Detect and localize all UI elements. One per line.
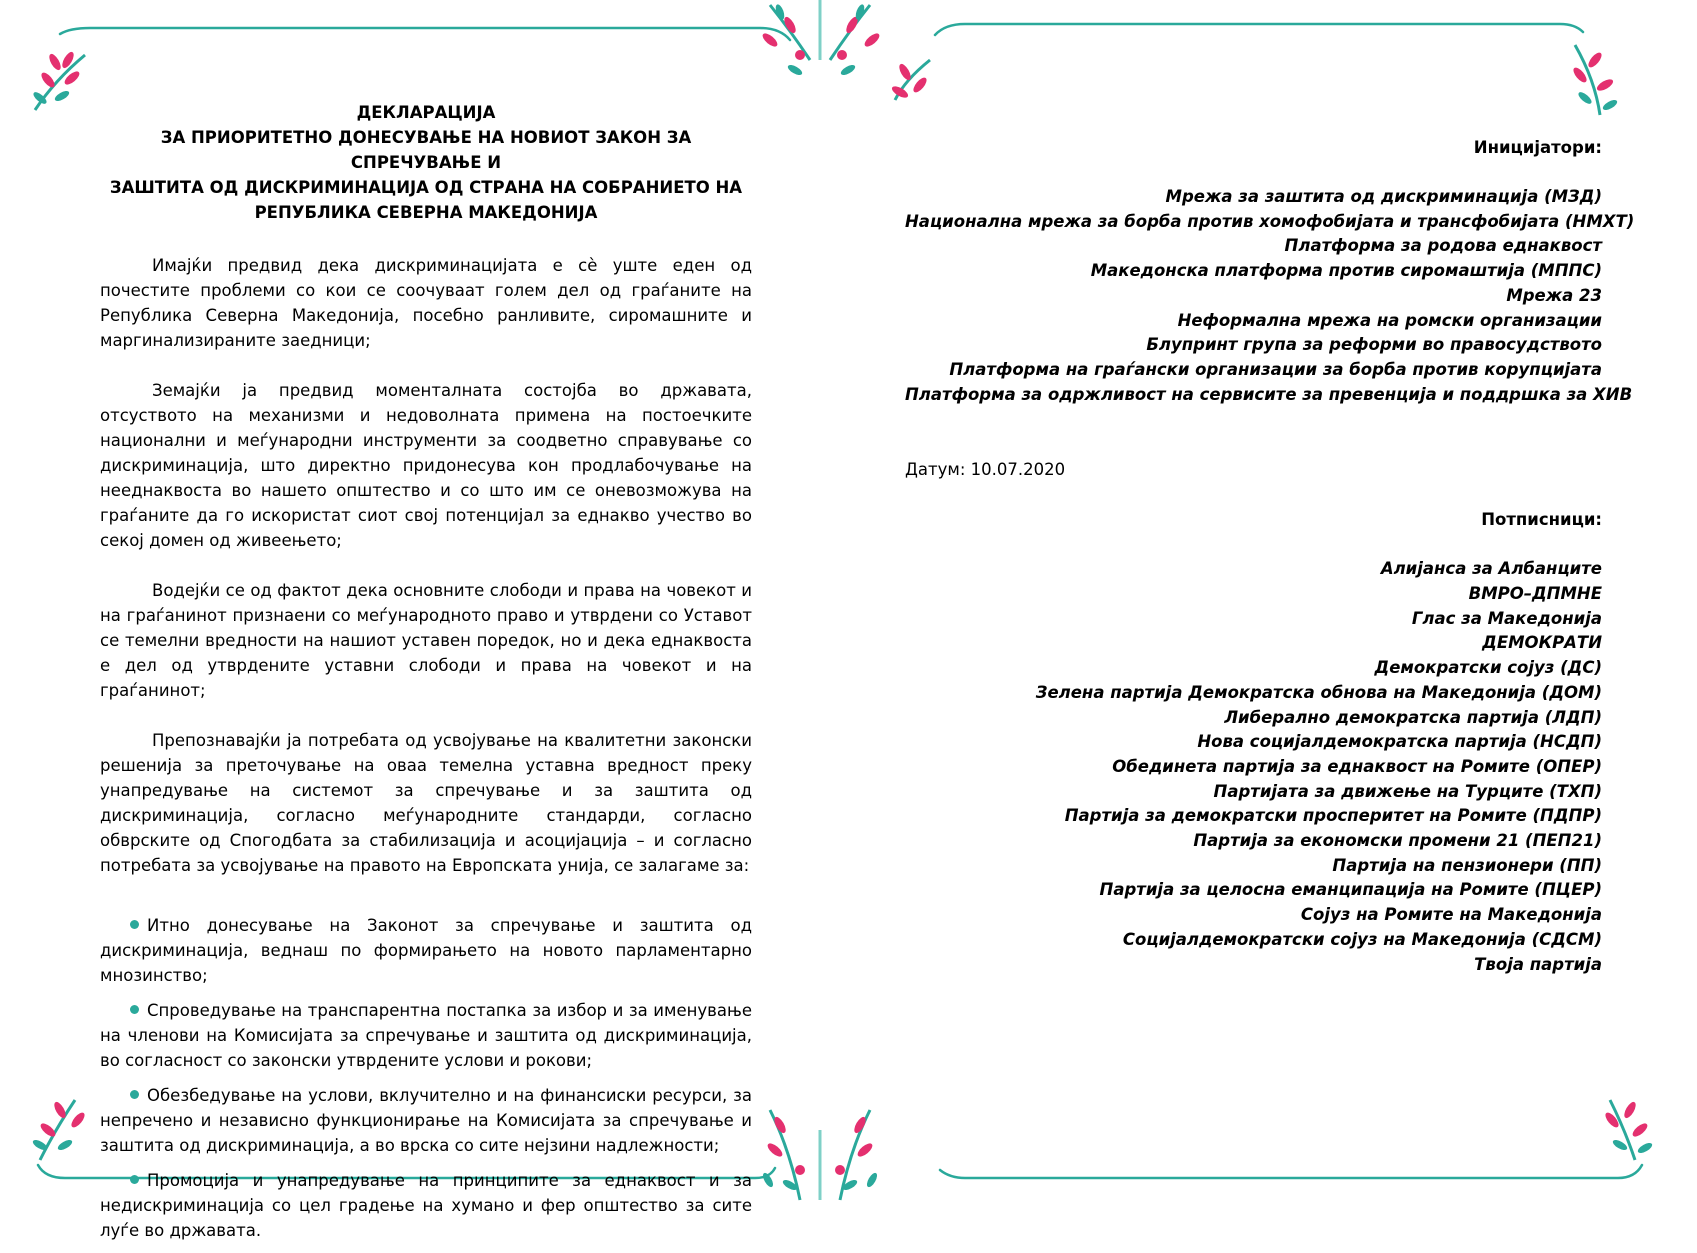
paragraph: Имајќи предвид дека дискриминацијата е сè уште еден од почестите проблеми со кои се соочуваат голем дел од граѓаните на Република Северна Македонија, посебно ранливите, сиромашните и маргинализираните заедници; [100,256,752,350]
bullet-dot-icon [130,1090,139,1099]
title-line: ЗАШТИТА ОД ДИСКРИМИНАЦИЈА ОД СТРАНА НА СОБРАНИЕТО НА [109,178,743,197]
date-line: Датум: 10.07.2020 [905,460,1066,480]
paragraph: Водејќи се од фактот дека основните слободи и права на човекот и на граѓанинот признаени со меѓународното право и утврдени со Уставот се темелни вредности на нашиот уставен поредок, но и дека еднаквоста е дел од утврдените уставни слободи и права на човекот и на граѓанинот; [100,581,752,700]
list-item: Глас за Македонија [1411,608,1602,628]
floral-ornament-icon [1571,45,1619,115]
list-item: Алијанса за Албанците [1380,559,1602,579]
list-item: Блупринт група за реформи во правосудството [1146,335,1602,355]
list-item-text: Спроведување на транспарентна постапка за избор и за именување на членови на Комисијата за спречување и заштита од дискриминација, во согласност со законски утврдените услови и рокови; [100,1001,752,1070]
declaration-page [100,100,752,1253]
signatories-page [905,135,1635,977]
list-item: Партија за целосна еманципација на Ромите (ПЦЕР) [1099,880,1602,900]
signers-heading: Потписници: [1481,510,1602,530]
list-item: Нова социјалдемократска партија (НСДП) [1197,732,1602,752]
title-line: ЗА ПРИОРИТЕТНО ДОНЕСУВАЊЕ НА НОВИОТ ЗАКОН ЗА СПРЕЧУВАЊЕ И [160,128,692,172]
list-item [100,998,752,1073]
list-item [100,913,752,988]
list-item: Партија за економски промени 21 (ПЕП21) [1193,831,1602,851]
list-item: Платформа на граѓански организации за борба против корупцијата [949,359,1602,379]
list-item: Сојуз на Ромите на Македонија [1300,905,1602,925]
bullet-dot-icon [130,1005,139,1014]
floral-ornament-icon [1603,1100,1654,1160]
list-item: Демократски сојуз (ДС) [1374,658,1602,678]
list-item: Неформална мрежа на ромски организации [1177,310,1602,330]
list-item: Платформа за одржливост на сервисите за превенција и поддршка за ХИВ [905,384,1633,404]
commitments-list [100,913,752,1243]
list-item-text: Промоција и унапредување на принципите за еднаквост и за недискриминација со цел градење на хумано и фер општество за сите луѓе во државата. [100,1171,752,1240]
list-item: Либерално демократска партија (ЛДП) [1224,707,1602,727]
list-item: Твоја партија [1474,954,1602,974]
list-item [100,1083,752,1158]
list-item: Платформа за родова еднаквост [1284,236,1602,256]
floral-ornament-icon [31,1100,87,1160]
floral-ornament-icon [32,50,85,110]
list-item: ВМРО–ДПМНЕ [1468,584,1602,604]
bullet-dot-icon [130,920,139,929]
floral-ornament-icon [761,0,930,100]
list-item-text: Обезбедување на услови, вклучително и на финансиски ресурси, за непречено и независно функционирање на Комисијата за спречување и заштита од дискриминација, а во врска со сите нејзини надлежности; [100,1086,752,1155]
list-item: Партија за демократски просперитет на Ромите (ПДПР) [1064,806,1602,826]
initiators-list [905,185,1635,407]
title-line: ДЕКЛАРАЦИЈА [356,103,496,122]
floral-ornament-icon [761,1110,879,1200]
paragraph: Земајќи ја предвид моменталната состојба во државата, отсуството на механизми и недоволната примена на постоечките национални и меѓународни инструменти за соодветно справување со дискриминација, што директно придонесува кон продлабочување на нееднаквоста во нашето општество и со што им се оневозможува на граѓаните да го искористат сиот свој потенцијал за еднакво учество во секој домен од живеењето; [100,381,752,550]
list-item [100,1168,752,1243]
initiators-heading: Иницијатори: [1473,138,1602,157]
list-item: Зелена партија Демократска обнова на Македонија (ДОМ) [1035,682,1602,702]
list-item-text: Итно донесување на Законот за спречување и заштита од дискриминација, веднаш по формирањето на новото парламентарно мнозинство; [100,916,752,985]
signers-list [905,557,1602,977]
list-item: Мрежа 23 [1506,285,1602,305]
list-item: Национална мрежа за борба против хомофобијата и трансфобијата (НМХТ) [905,211,1635,231]
title-line: РЕПУБЛИКА СЕВЕРНА МАКЕДОНИЈА [254,203,598,222]
list-item: Обединета партија за еднаквост на Ромите (ОПЕР) [1112,756,1602,776]
bullet-dot-icon [130,1175,139,1184]
declaration-title [100,100,752,225]
list-item: Социјалдемократски сојуз на Македонија (СДСМ) [1122,929,1602,949]
list-item: Мрежа за заштита од дискриминација (МЗД) [1165,187,1602,206]
list-item: Македонска платформа против сиромаштија (МППС) [1090,261,1602,281]
list-item: Партија на пензионери (ПП) [1332,855,1602,875]
list-item: ДЕМОКРАТИ [1482,633,1602,653]
list-item: Партијата за движење на Турците (ТХП) [1213,781,1602,801]
paragraph: Препознавајќи ја потребата од усвојување на квалитетни законски решенија за преточување на оваа темелна уставна вредност преку унапредување на системот за спречување и за заштита од дискриминација, согласно меѓународните стандарди, согласно обврските од Спогодбата за стабилизација и асоцијација – и согласно потребата за усвојување на правото на Европската унија, се залагаме за: [100,731,752,875]
